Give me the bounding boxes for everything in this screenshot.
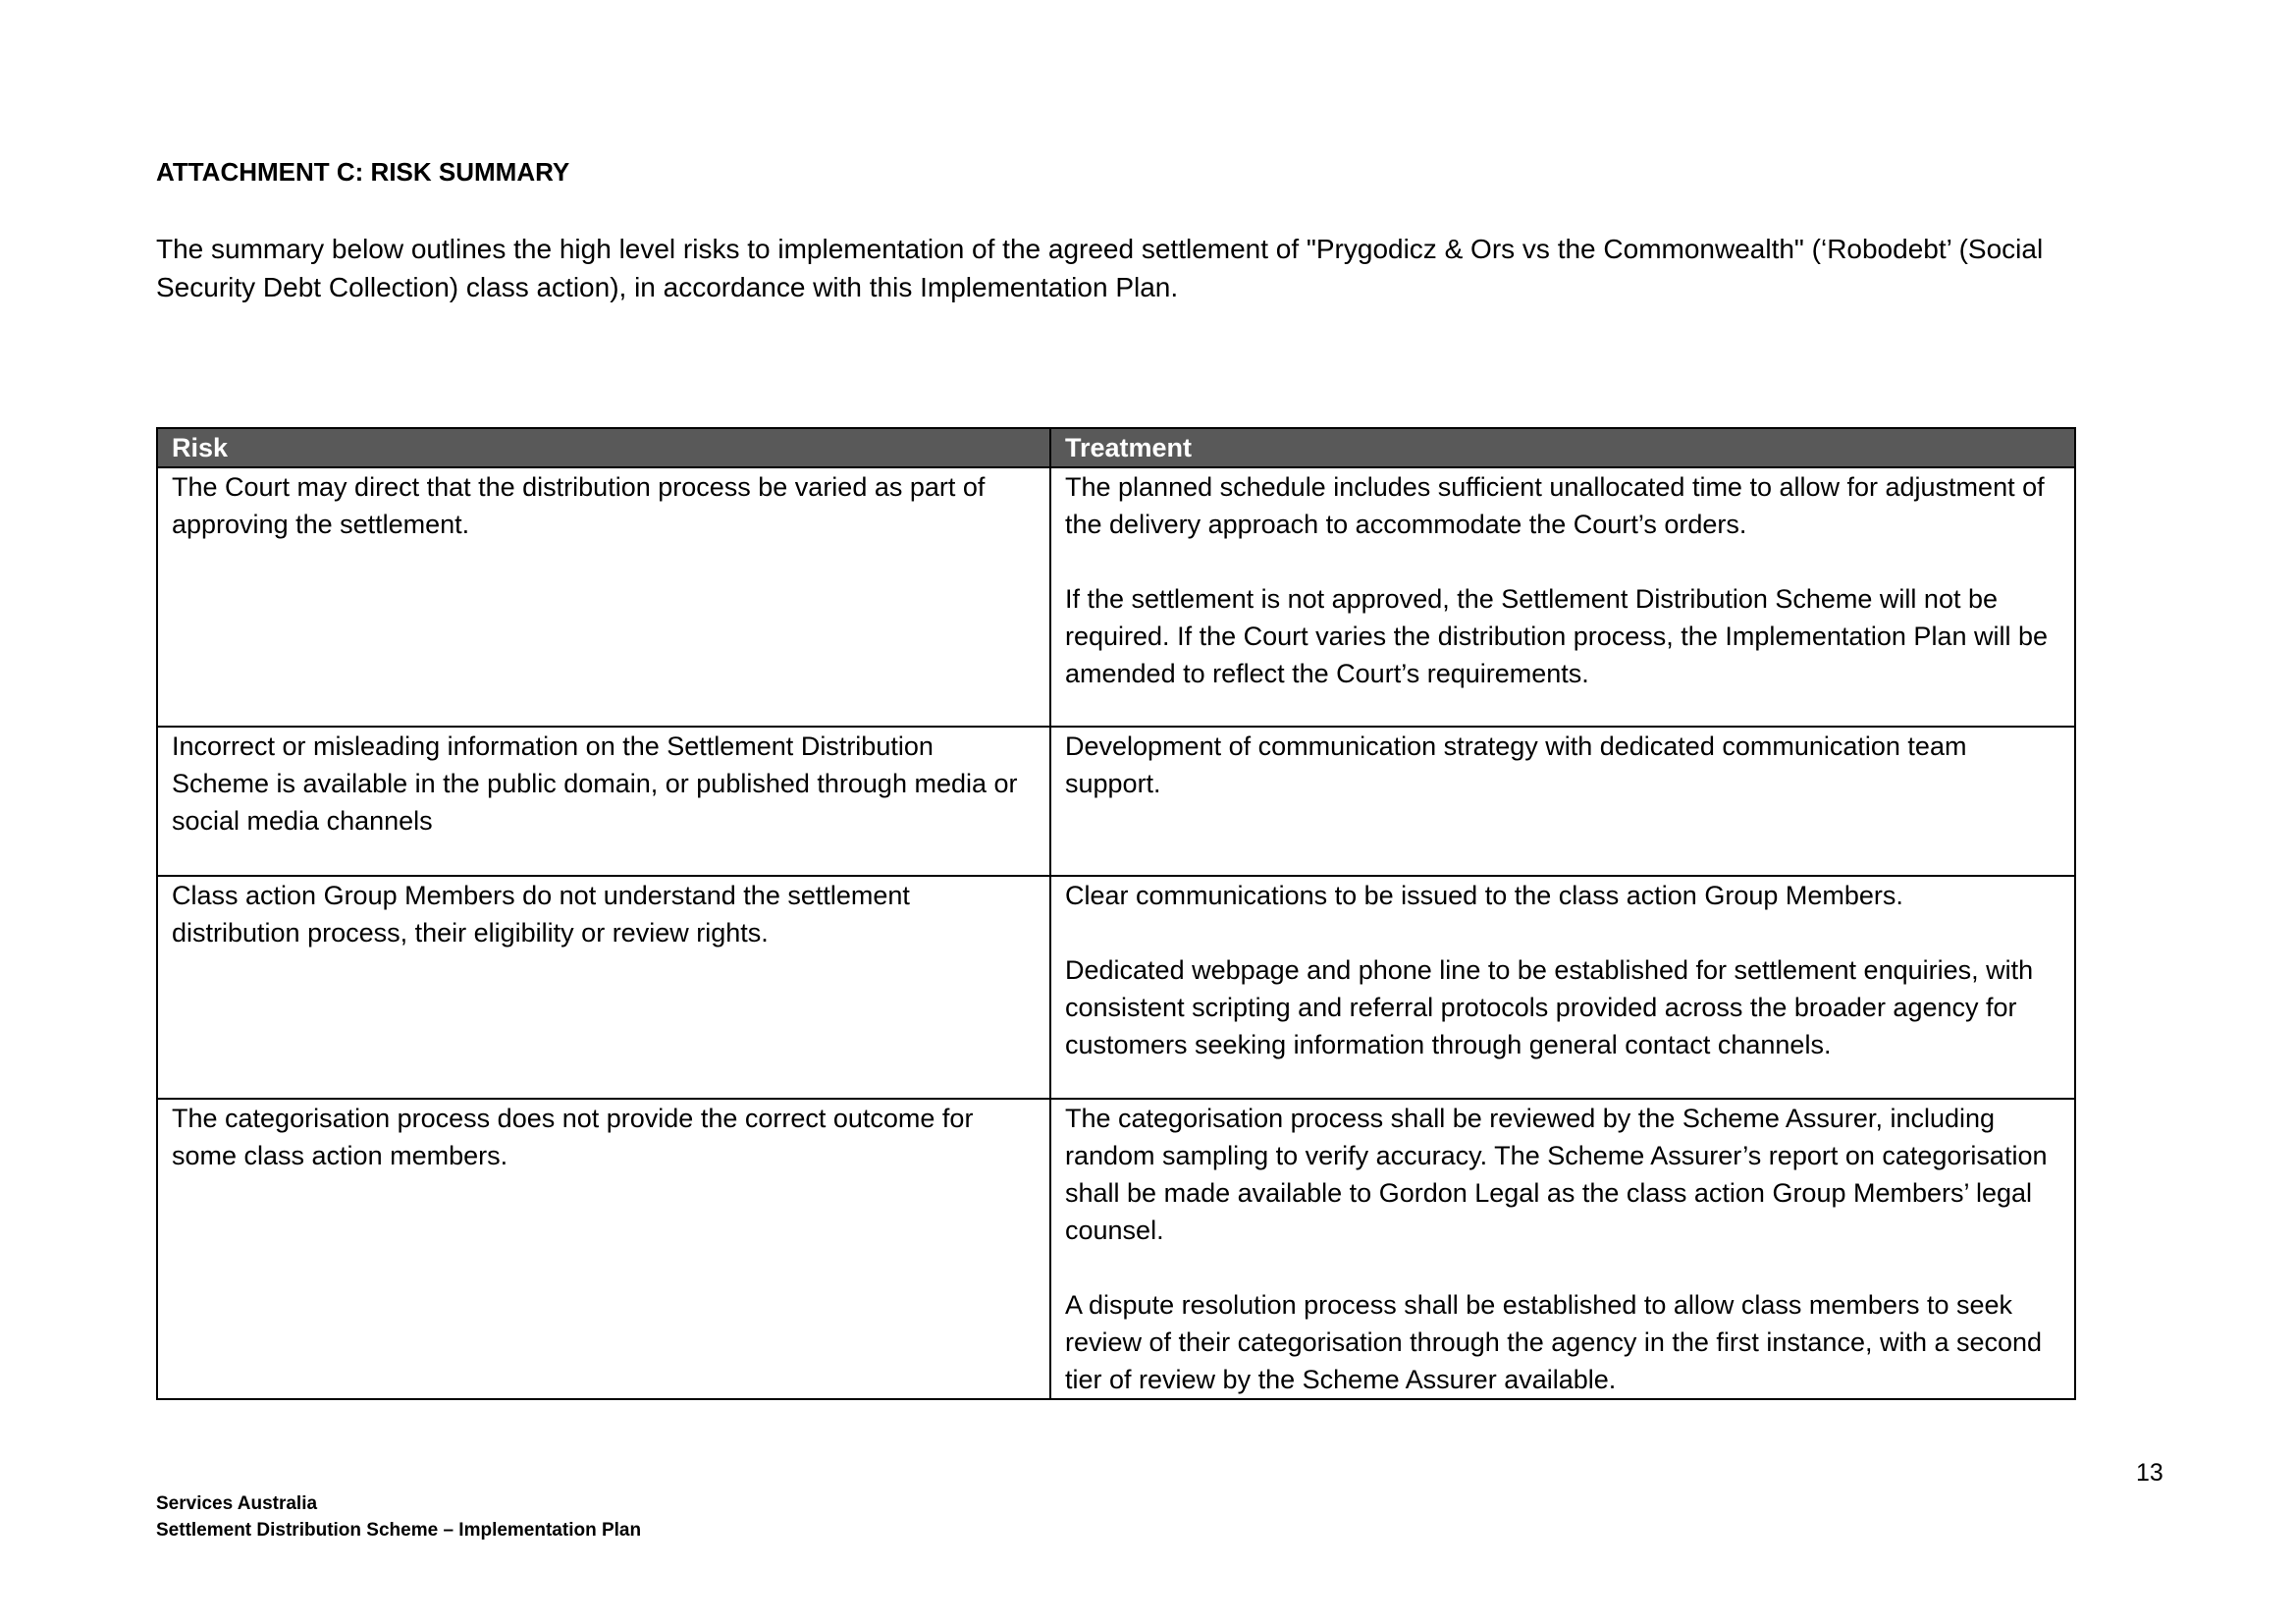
risk-text: Incorrect or misleading information on the Settlement Distribution Scheme is available in the public domain, or published through media or social media channels <box>172 731 1018 836</box>
table-header-row <box>157 428 2075 467</box>
risk-column-header: Risk <box>157 428 1050 467</box>
risk-cell <box>157 876 1050 1099</box>
risk-cell <box>157 467 1050 727</box>
footer-organisation: Services Australia <box>156 1493 318 1514</box>
treatment-cell <box>1050 727 2075 876</box>
risk-cell <box>157 727 1050 876</box>
intro-paragraph: The summary below outlines the high level risks to implementation of the agreed settlement of "Prygodicz & Ors vs the Commonwealth" (‘Robodebt’ (Social Security Debt Collection) class action), in accordance with this Implementation Plan. <box>156 234 2044 302</box>
treatment-cell <box>1050 876 2075 1099</box>
page-number: 13 <box>2136 1459 2163 1487</box>
treatment-paragraph: Clear communications to be issued to the class action Group Members. <box>1065 881 1903 910</box>
treatment-paragraph: Development of communication strategy with dedicated communication team support. <box>1065 731 1967 798</box>
risk-cell <box>157 1099 1050 1399</box>
risk-text: The Court may direct that the distribution process be varied as part of approving the settlement. <box>172 472 986 539</box>
treatment-column-header: Treatment <box>1050 428 2075 467</box>
treatment-cell <box>1050 467 2075 727</box>
treatment-paragraph: If the settlement is not approved, the Settlement Distribution Scheme will not be required. If the Court varies the distribution process, the Implementation Plan will be amended to reflect the Court’s requirements. <box>1065 584 2049 688</box>
table-row <box>157 467 2075 727</box>
page-heading: ATTACHMENT C: RISK SUMMARY <box>156 157 570 187</box>
risk-text: Class action Group Members do not understand the settlement distribution process, their eligibility or review rights. <box>172 881 910 947</box>
page-footer <box>156 1490 641 1543</box>
risk-summary-table <box>156 427 2076 1400</box>
treatment-paragraph: A dispute resolution process shall be established to allow class members to seek review of their categorisation through the agency in the first instance, with a second tier of review by the Scheme Assurer available. <box>1065 1290 2043 1394</box>
table-row <box>157 727 2075 876</box>
footer-document-title: Settlement Distribution Scheme – Implementation Plan <box>156 1520 642 1541</box>
risk-text: The categorisation process does not provide the correct outcome for some class action members. <box>172 1104 974 1170</box>
treatment-paragraph: The planned schedule includes sufficient unallocated time to allow for adjustment of the delivery approach to accommodate the Court’s orders. <box>1065 472 2045 539</box>
table-row <box>157 1099 2075 1399</box>
treatment-paragraph: The categorisation process shall be reviewed by the Scheme Assurer, including random sampling to verify accuracy. The Scheme Assurer’s report on categorisation shall be made available to Gordon Legal as the class action Group Members’ legal counsel. <box>1065 1104 2048 1245</box>
treatment-cell <box>1050 1099 2075 1399</box>
treatment-paragraph: Dedicated webpage and phone line to be established for settlement enquiries, with consistent scripting and referral protocols provided across the broader agency for customers seeking information through general contact channels. <box>1065 955 2034 1059</box>
table-row <box>157 876 2075 1099</box>
